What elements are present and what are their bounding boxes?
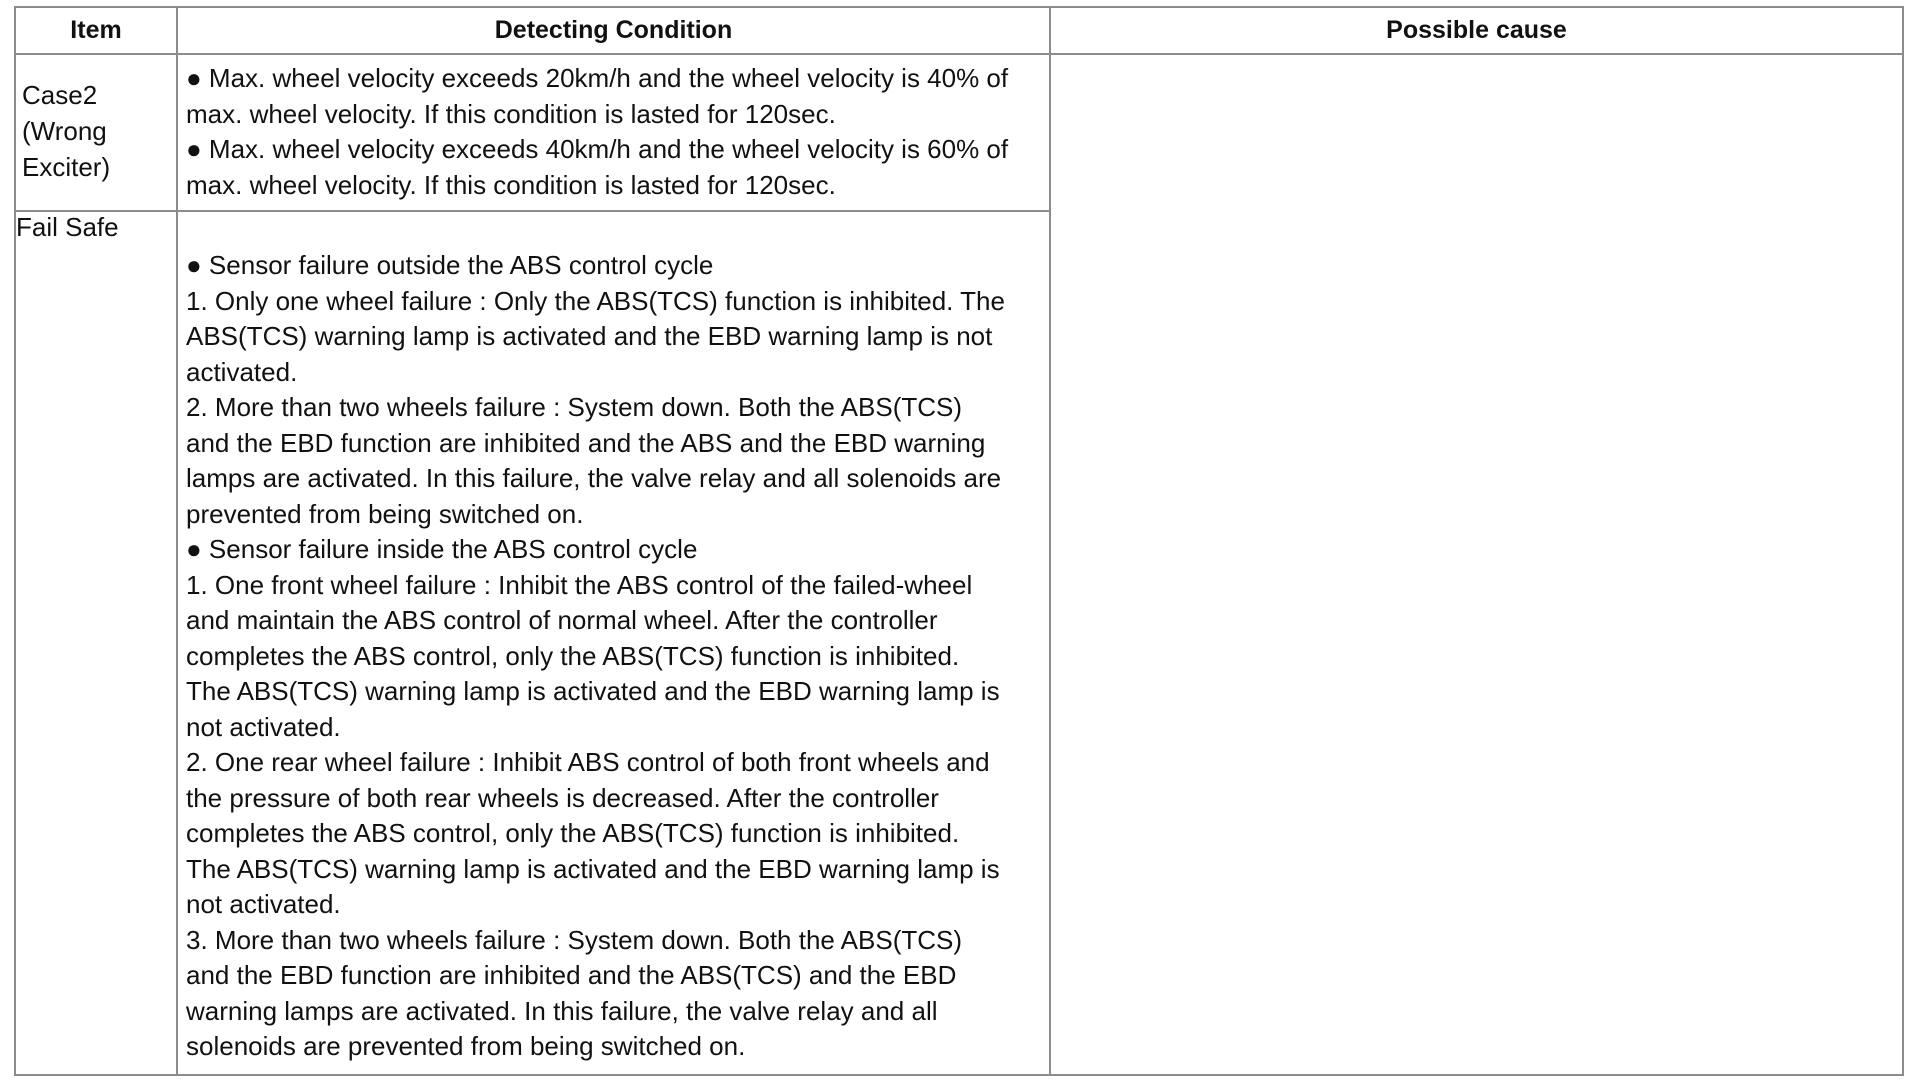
- condition-line: activated.: [186, 356, 298, 387]
- condition-line: ● Max. wheel velocity exceeds 20km/h and the wheel velocity is 40% of: [186, 63, 1009, 93]
- condition-text-fail-safe: [178, 212, 1049, 1065]
- condition-cell-fail-safe: [177, 211, 1050, 1075]
- condition-line: 3. More than two wheels failure : System down. Both the ABS(TCS): [186, 924, 963, 955]
- header-item: Item: [15, 7, 177, 54]
- item-line: Exciter): [22, 152, 111, 182]
- item-cell-case2: [15, 54, 177, 211]
- condition-line: max. wheel velocity. If this condition is lasted for 120sec.: [186, 169, 836, 200]
- condition-line: not activated.: [186, 711, 341, 742]
- condition-line: max. wheel velocity. If this condition is lasted for 120sec.: [186, 98, 836, 129]
- condition-line: ABS(TCS) warning lamp is activated and the EBD warning lamp is not: [186, 321, 993, 351]
- condition-line: and the EBD function are inhibited and the ABS(TCS) and the EBD: [186, 960, 957, 990]
- condition-cell-case2: [177, 54, 1050, 211]
- condition-line: lamps are activated. In this failure, the valve relay and all solenoids are: [186, 463, 1002, 493]
- item-line: (Wrong: [22, 116, 107, 146]
- condition-text-case2: [178, 55, 1049, 203]
- item-label-case2: [16, 55, 176, 185]
- diagnostic-table: [14, 6, 1904, 1076]
- condition-line: ● Max. wheel velocity exceeds 40km/h and the wheel velocity is 60% of: [186, 134, 1009, 164]
- table-row-case2: [15, 54, 1903, 211]
- condition-line: completes the ABS control, only the ABS(TCS) function is inhibited.: [186, 640, 960, 671]
- condition-line: and maintain the ABS control of normal wheel. After the controller: [186, 605, 938, 635]
- possible-cause-cell: [1050, 54, 1903, 1075]
- condition-line: 1. One front wheel failure : Inhibit the ABS control of the failed-wheel: [186, 569, 973, 600]
- condition-line: not activated.: [186, 889, 341, 919]
- item-line: Case2: [22, 80, 98, 110]
- header-row: [15, 7, 1903, 54]
- condition-line: ● Sensor failure inside the ABS control cycle: [186, 534, 698, 564]
- header-possible-cause: Possible cause: [1050, 7, 1903, 54]
- condition-line: 2. More than two wheels failure : System down. Both the ABS(TCS): [186, 392, 963, 422]
- condition-line: 1. Only one wheel failure : Only the ABS(TCS) function is inhibited. The: [186, 285, 1005, 316]
- condition-line: and the EBD function are inhibited and the ABS and the EBD warning: [186, 427, 986, 458]
- condition-line: solenoids are prevented from being switched on.: [186, 1031, 746, 1061]
- condition-line: 2. One rear wheel failure : Inhibit ABS control of both front wheels and: [186, 747, 990, 777]
- condition-line: The ABS(TCS) warning lamp is activated and the EBD warning lamp is: [186, 853, 1000, 884]
- condition-line: The ABS(TCS) warning lamp is activated and the EBD warning lamp is: [186, 676, 1000, 706]
- condition-line: prevented from being switched on.: [186, 498, 584, 529]
- header-detecting-condition: Detecting Condition: [177, 7, 1050, 54]
- condition-line: warning lamps are activated. In this failure, the valve relay and all: [186, 995, 938, 1026]
- condition-line: completes the ABS control, only the ABS(TCS) function is inhibited.: [186, 818, 960, 848]
- condition-line: the pressure of both rear wheels is decreased. After the controller: [186, 782, 939, 813]
- item-cell-fail-safe: Fail Safe: [15, 211, 177, 1075]
- condition-line: ● Sensor failure outside the ABS control cycle: [186, 250, 714, 280]
